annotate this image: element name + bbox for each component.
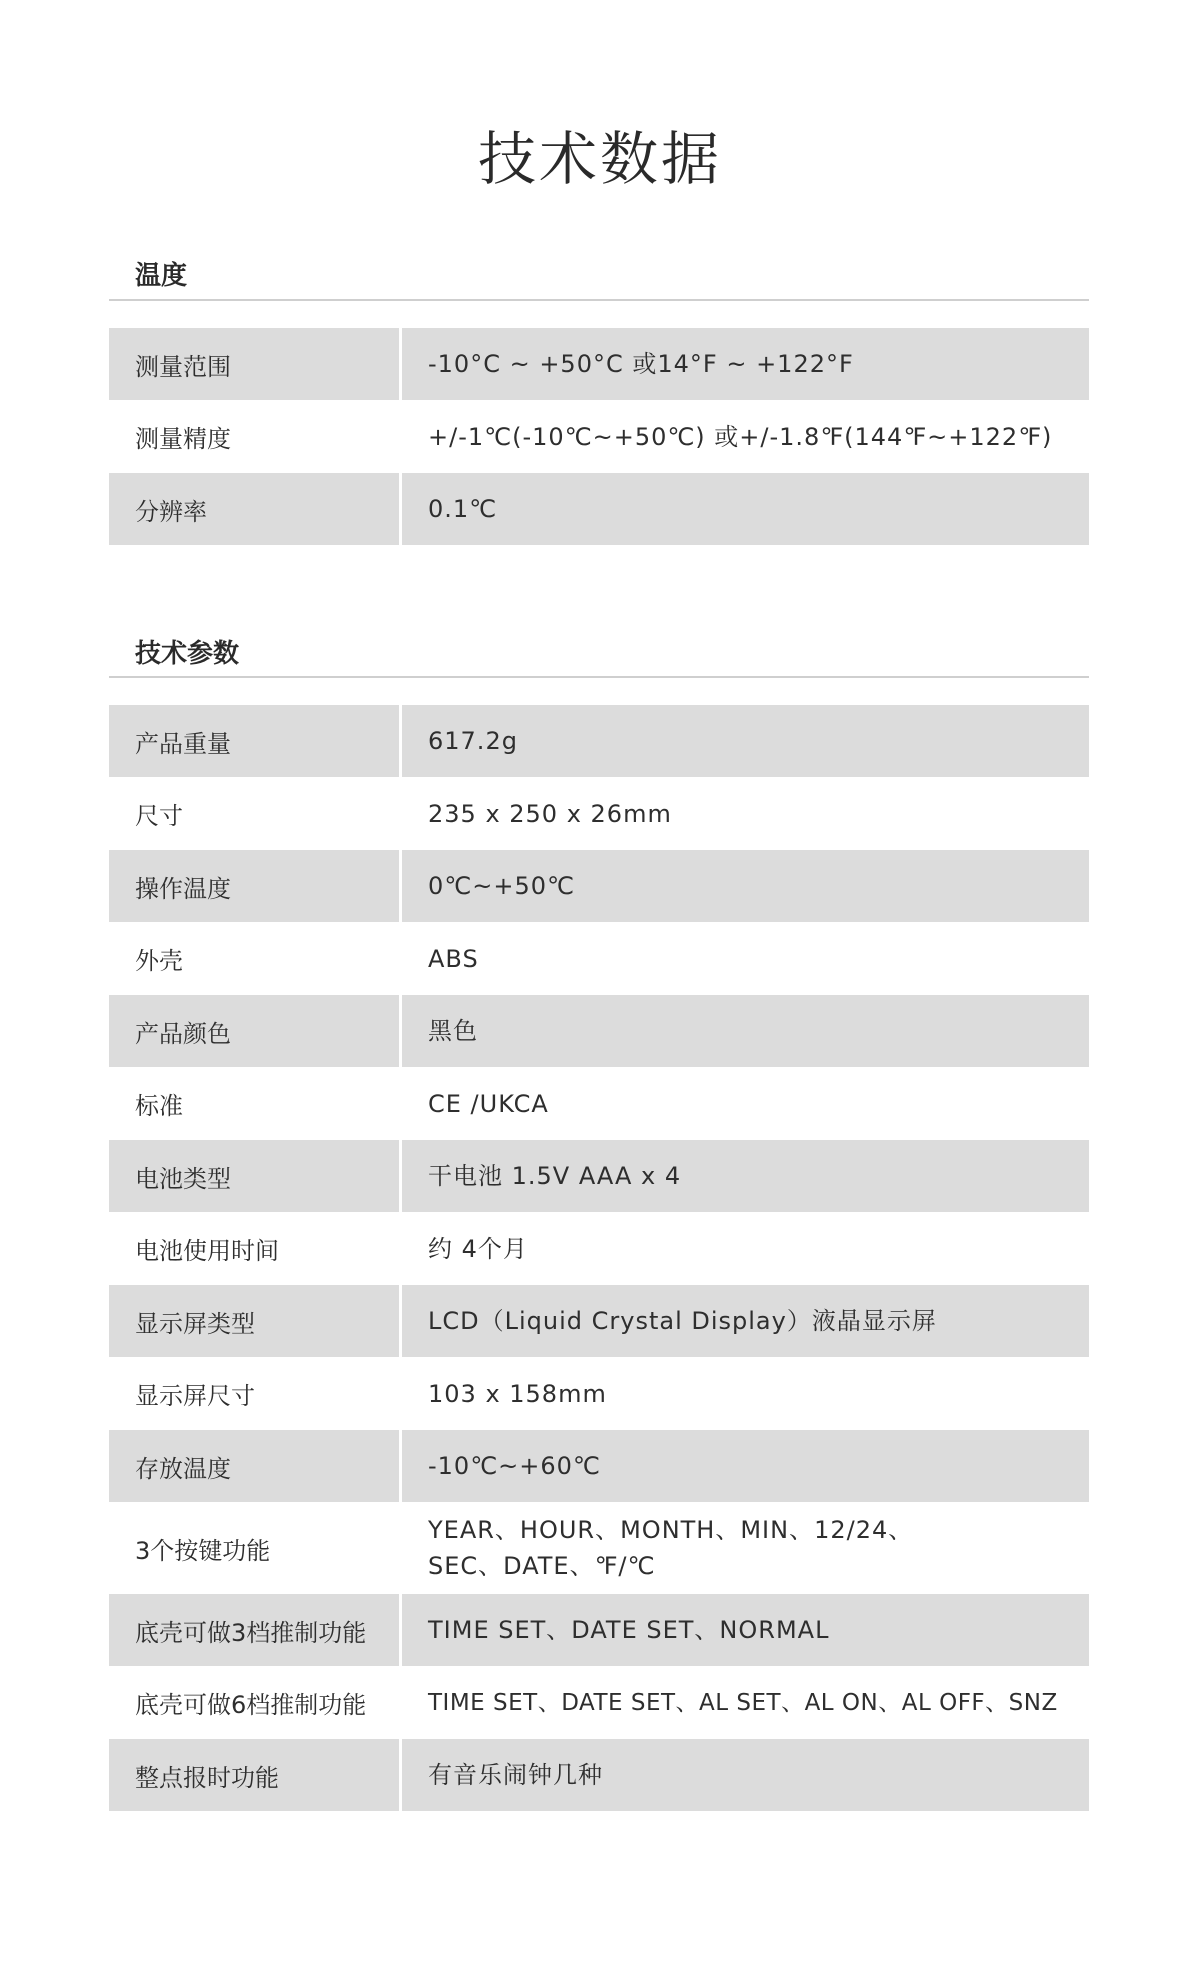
technical-spec-table <box>109 705 1089 1811</box>
spec-value: ABS <box>428 944 479 973</box>
spec-row-6-position-switch <box>109 1666 1089 1739</box>
spec-row-display-size <box>109 1357 1089 1430</box>
spec-value: 黑色 <box>428 1017 478 1045</box>
spec-label: 操作温度 <box>135 874 231 903</box>
spec-label: 测量范围 <box>135 352 231 381</box>
spec-label: 显示屏尺寸 <box>135 1382 255 1410</box>
spec-value: 约 4个月 <box>428 1234 528 1263</box>
section-divider <box>109 676 1089 678</box>
section-divider <box>109 299 1089 301</box>
section-heading-specifications: 技术参数 <box>135 639 240 669</box>
spec-label: 底壳可做3档推制功能 <box>135 1618 367 1647</box>
spec-row-battery-life <box>109 1212 1089 1285</box>
spec-row-weight <box>109 705 1089 777</box>
spec-value: 0.1℃ <box>428 495 498 523</box>
spec-value: TIME SET、DATE SET、AL SET、AL ON、AL OFF、SNZ <box>428 1689 1058 1716</box>
spec-label: 电池使用时间 <box>135 1237 279 1265</box>
spec-label: 产品颜色 <box>135 1019 231 1048</box>
spec-value: -10℃~+60℃ <box>428 1452 601 1480</box>
spec-row-standard <box>109 1067 1089 1140</box>
spec-row-button-functions <box>109 1502 1089 1594</box>
spec-row-hourly-chime <box>109 1739 1089 1811</box>
temperature-spec-table <box>109 328 1089 545</box>
spec-label: 3个按键功能 <box>135 1536 271 1565</box>
page-title: 技术数据 <box>477 125 722 193</box>
spec-value: 有音乐闹钟几种 <box>428 1761 603 1789</box>
spec-row-color <box>109 995 1089 1067</box>
spec-value: TIME SET、DATE SET、NORMAL <box>428 1616 830 1644</box>
spec-row-battery-type <box>109 1140 1089 1212</box>
spec-label: 分辨率 <box>135 497 207 526</box>
spec-label: 整点报时功能 <box>135 1763 279 1792</box>
spec-label: 测量精度 <box>135 425 231 453</box>
spec-value: YEAR、HOUR、MONTH、MIN、12/24、SEC、DATE、℉/℃ <box>428 1516 914 1580</box>
spec-value: -10°C ~ +50°C 或14°F ~ +122°F <box>428 350 854 378</box>
spec-row-display-type <box>109 1285 1089 1357</box>
spec-row-accuracy <box>109 400 1089 473</box>
spec-value: 103 x 158mm <box>428 1379 607 1408</box>
spec-row-resolution <box>109 473 1089 545</box>
spec-label: 电池类型 <box>135 1164 231 1193</box>
spec-label: 外壳 <box>135 947 183 975</box>
section-heading-temperature: 温度 <box>135 261 188 291</box>
spec-row-housing <box>109 922 1089 995</box>
spec-value: 235 x 250 x 26mm <box>428 799 672 828</box>
spec-label: 底壳可做6档推制功能 <box>135 1691 367 1719</box>
spec-row-storage-temp <box>109 1430 1089 1502</box>
spec-label: 标准 <box>135 1092 183 1120</box>
spec-row-measure-range <box>109 328 1089 400</box>
spec-row-dimensions <box>109 777 1089 850</box>
spec-value: 干电池 1.5V AAA x 4 <box>428 1162 682 1190</box>
spec-row-operating-temp <box>109 850 1089 922</box>
spec-value: CE /UKCA <box>428 1089 549 1118</box>
spec-label: 产品重量 <box>135 729 231 758</box>
spec-value: LCD（Liquid Crystal Display）液晶显示屏 <box>428 1307 937 1335</box>
spec-value: +/-1℃(-10℃~+50℃) 或+/-1.8℉(144℉~+122℉) <box>428 422 1053 451</box>
spec-label: 显示屏类型 <box>135 1309 255 1338</box>
spec-value: 0℃~+50℃ <box>428 872 575 900</box>
spec-label: 存放温度 <box>135 1454 231 1483</box>
spec-row-3-position-switch <box>109 1594 1089 1666</box>
spec-value: 617.2g <box>428 727 518 755</box>
spec-label: 尺寸 <box>135 802 183 830</box>
